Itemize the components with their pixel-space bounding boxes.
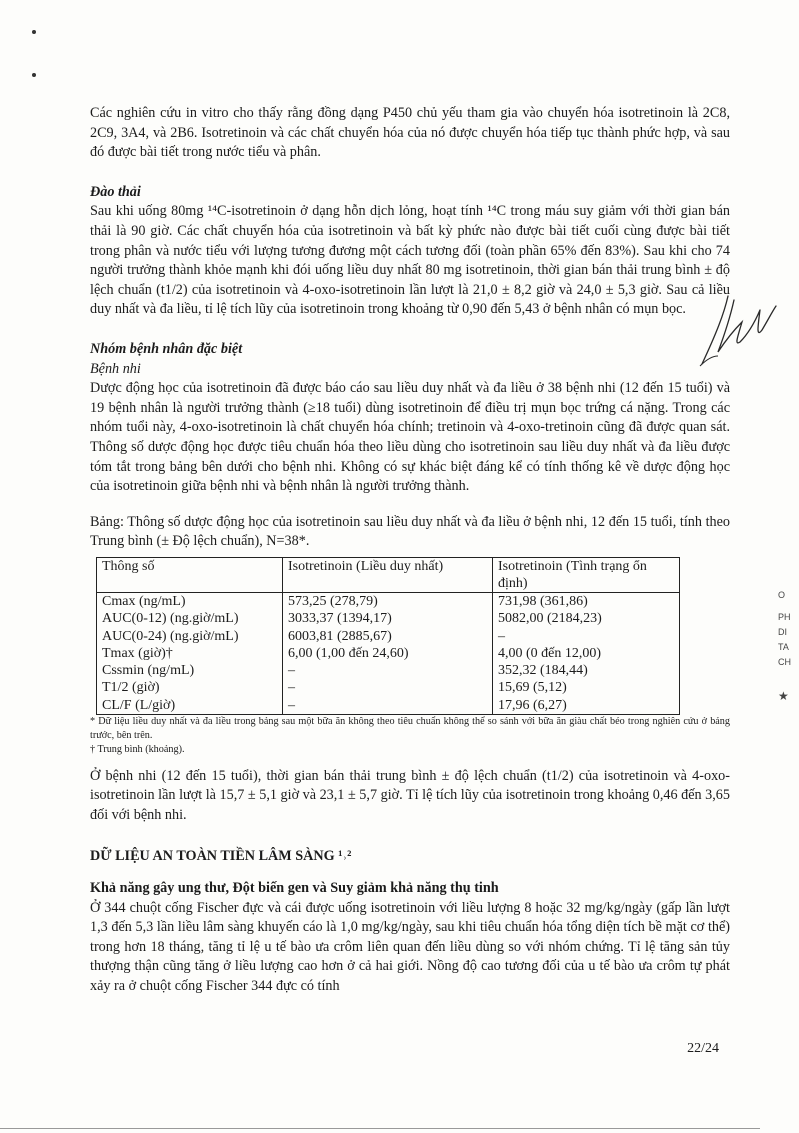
table-cell: 4,00 (0 đến 12,00) [493, 645, 680, 662]
table-cell: AUC(0-12) (ng.giờ/mL) [97, 610, 283, 627]
table-header-row [97, 557, 680, 592]
star-icon: ★ [778, 689, 789, 703]
table-cell: – [283, 697, 493, 715]
table-row [97, 697, 680, 715]
elimination-paragraph: Sau khi uống 80mg ¹⁴C-isotretinoin ở dạng hỗn dịch lỏng, hoạt tính ¹⁴C trong máu suy giảm với thời gian bán thải là 90 giờ. Các chất chuyển hóa của isotretinoin và bất kỳ phức nào được bài tiết cuối cùng được bài tiết trong phân và nước tiểu với lượng tương đương một cách tương đối (toàn phần 65% đến 83%). Sau khi cho 74 người trưởng thành khỏe mạnh khi đói uống liều duy nhất 80 mg isotretinoin, thời gian bán thải trung bình ± độ lệch chuẩn (t1/2) của isotretinoin và 4-oxo-isotretinoin lần lượt là 21,0 ± 8,2 giờ và 24,0 ± 5,3 giờ. Sau cả liều duy nhất và đa liều, tỉ lệ tích lũy của isotretinoin trong khoảng từ 0,90 đến 5,43 ở bệnh nhân có mụn bọc. [90, 203, 730, 318]
table-cell: 352,32 (184,44) [493, 662, 680, 679]
table-cell: Cssmin (ng/mL) [97, 662, 283, 679]
table-header-cell: Thông số [97, 557, 283, 592]
edge-fragment: DI [778, 627, 787, 637]
table-caption: Bảng: Thông số dược động học của isotretinoin sau liều duy nhất và đa liều ở bệnh nhi, 12 đến 15 tuổi, tính theo Trung bình (± Độ lệch chuẩn), N=38*. [90, 513, 730, 550]
elimination-heading: Đào thải [90, 183, 141, 200]
bottom-rule [0, 1128, 760, 1129]
pediatric-halflife-paragraph: Ở bệnh nhi (12 đến 15 tuổi), thời gian bán thải trung bình ± độ lệch chuẩn (t1/2) của isotretinoin và 4-oxo-isotretinoin lần lượt là 15,7 ± 5,1 giờ và 23,1 ± 5,7 giờ. Tỉ lệ tích lũy của isotretinoin trong khoảng 0,46 đến 3,65 đối với bệnh nhi. [90, 767, 730, 823]
intro-paragraph: Các nghiên cứu in vitro cho thấy rằng đồng dạng P450 chủ yếu tham gia vào chuyển hóa isotretinoin là 2C8, 2C9, 3A4, và 2B6. Isotretinoin và các chất chuyển hóa của nó được chuyển hóa tiếp tục thành phức hợp, và sau đó được bài tiết trong nước tiểu và phân. [90, 105, 730, 161]
table-row [97, 610, 680, 627]
edge-fragment: CH [778, 657, 791, 667]
table-cell: 6,00 (1,00 đến 24,60) [283, 645, 493, 662]
edge-fragment: TA [778, 642, 789, 652]
table-cell: AUC(0-24) (ng.giờ/mL) [97, 628, 283, 645]
table-row [97, 628, 680, 645]
table-cell: Cmax (ng/mL) [97, 593, 283, 611]
table-cell: T1/2 (giờ) [97, 679, 283, 696]
carcinogenesis-paragraph: Ở 344 chuột cống Fischer đực và cái được uống isotretinoin với liều lượng 8 hoặc 32 mg/kg/ngày (gấp lần lượt 1,3 đến 5,3 lần liều lâm sàng khuyến cáo là 1,0 mg/kg/ngày, sau khi tiêu chuẩn hóa tổng diện tích bề mặt cơ thể) trong hơn 18 tháng, tăng tỉ lệ u tế bào ưa crôm liên quan đến liều dùng so với nhóm chứng. Tỉ lệ tăng sản tủy thượng thận cũng tăng ở liều lượng cao hơn ở cả hai giới. Nồng độ cao tương đối của u tế bào ưa crôm tự phát xảy ra ở chuột cống Fischer 344 đực có tính [90, 899, 730, 995]
preclinical-heading: DỮ LIỆU AN TOÀN TIỀN LÂM SÀNG ¹˒² [90, 848, 352, 865]
table-cell: CL/F (L/giờ) [97, 697, 283, 715]
table-cell: – [283, 662, 493, 679]
table-cell: – [493, 628, 680, 645]
scan-dot-2 [32, 73, 36, 77]
table-row [97, 662, 680, 679]
table-header-cell: Isotretinoin (Tình trạng ổn định) [493, 557, 680, 592]
handwritten-signature [698, 286, 778, 376]
document-page [90, 104, 730, 997]
page-edge-fragments [778, 590, 799, 708]
table-row [97, 679, 680, 696]
table-row [97, 645, 680, 662]
pediatric-subheading: Bệnh nhi [90, 360, 141, 377]
table-footnote-1: * Dữ liệu liều duy nhất và đa liều trong bảng sau một bữa ăn không theo tiêu chuẩn không thể so sánh với bữa ăn giàu chất béo trong nghiên cứu ở bảng trước, bên trên. [90, 715, 730, 741]
scan-dot-1 [32, 30, 36, 34]
table-row [97, 593, 680, 611]
table-cell: 17,96 (6,27) [493, 697, 680, 715]
special-populations-heading: Nhóm bệnh nhân đặc biệt [90, 340, 243, 357]
page-number: 22/24 [687, 1041, 719, 1056]
table-cell: 731,98 (361,86) [493, 593, 680, 611]
carcinogenesis-subheading: Khả năng gây ung thư, Đột biến gen và Suy giảm khả năng thụ tinh [90, 880, 499, 897]
table-header-cell: Isotretinoin (Liều duy nhất) [283, 557, 493, 592]
table-cell: – [283, 679, 493, 696]
table-cell: 3033,37 (1394,17) [283, 610, 493, 627]
table-footnote-2: † Trung bình (khoảng). [90, 743, 185, 755]
table-cell: 6003,81 (2885,67) [283, 628, 493, 645]
table-cell: 5082,00 (2184,23) [493, 610, 680, 627]
table-cell: Tmax (giờ)† [97, 645, 283, 662]
edge-fragment: PH [778, 612, 791, 622]
pk-table [96, 557, 680, 715]
edge-fragment: O [778, 590, 786, 600]
table-cell: 573,25 (278,79) [283, 593, 493, 611]
table-cell: 15,69 (5,12) [493, 679, 680, 696]
pediatric-paragraph: Dược động học của isotretinoin đã được báo cáo sau liều duy nhất và đa liều ở 38 bệnh nhi (12 đến 15 tuổi) và 19 bệnh nhân là người trưởng thành (≥18 tuổi) dùng isotretinoin để điều trị mụn bọc trứng cá nặng. Trong các nhóm tuổi này, 4-oxo-isotretinoin là chất chuyển hóa chính; tretinoin và 4-oxo-tretinoin cũng đã được quan sát. Thông số dược động học được tiêu chuẩn hóa theo liều dùng cho isotretinoin sau liều duy nhất và đa liều được tóm tắt trong bảng bên dưới cho bệnh nhi. Không có sự khác biệt đáng kể có tính thống kê về dược động học của isotretinoin giữa bệnh nhi và bệnh nhân là người trưởng thành. [90, 380, 730, 495]
